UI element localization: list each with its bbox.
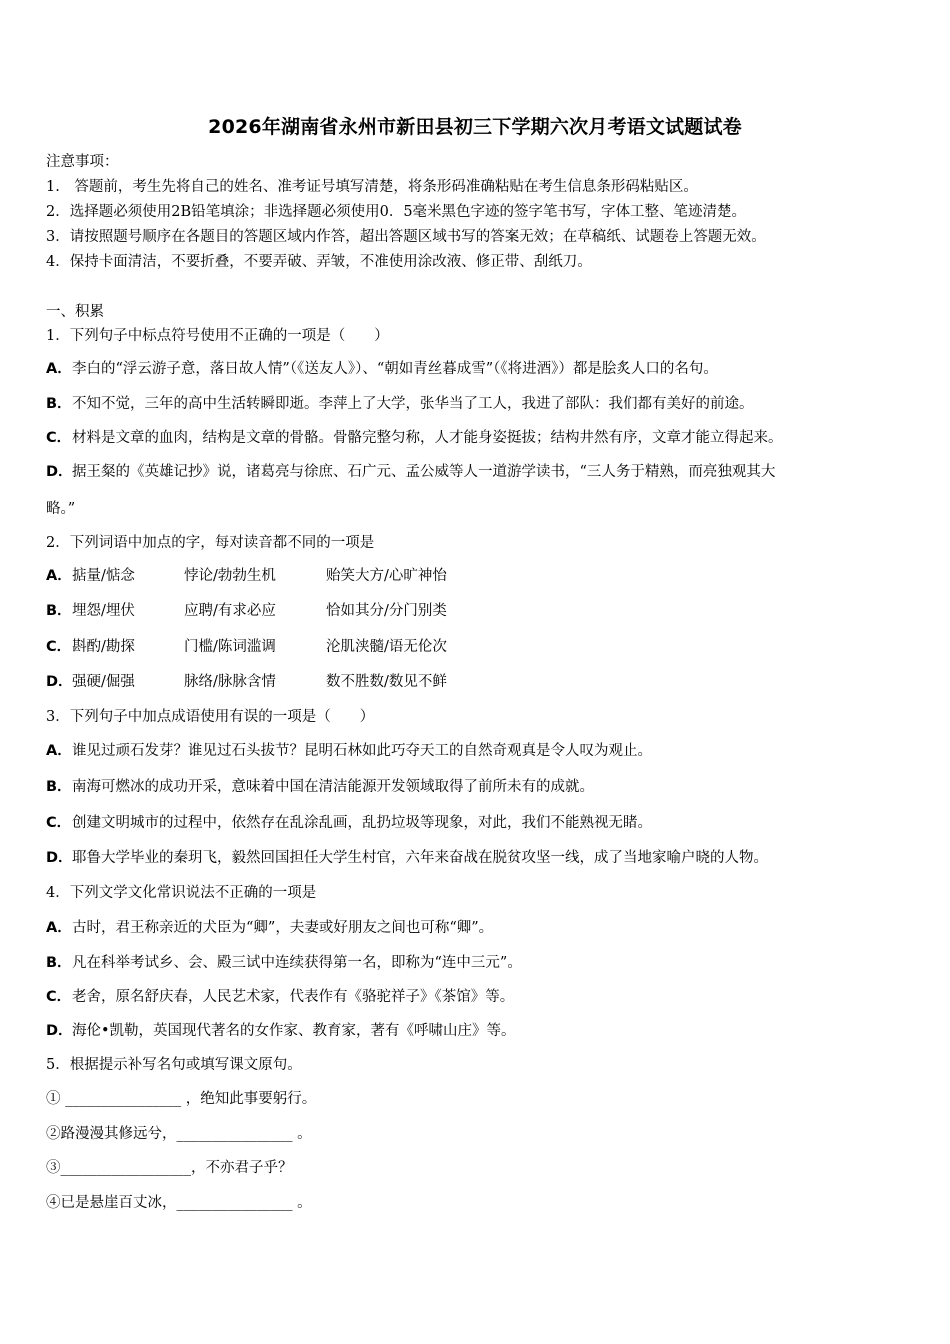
option-text: 老舍，原名舒庆春，人民艺术家，代表作有《骆驼祥子》《茶馆》等。: [72, 989, 515, 1005]
page-title: 2026年湖南省永州市新田县初三下学期六次月考语文试题试卷: [208, 116, 742, 138]
question-2-stem: 2．下列词语中加点的字，每对读音都不同的一项是: [46, 535, 375, 551]
question-2-option-d: [46, 672, 135, 692]
question-4-option-b: [46, 953, 522, 973]
notice-item-2: 2．选择题必须使用2B铅笔填涂；非选择题必须使用0．5毫米黑色字迹的签字笔书写，字体工整、笔迹清楚。: [46, 204, 747, 220]
option-word-1: 埋怨/埋伏: [72, 603, 135, 619]
question-1-option-c: [46, 428, 783, 448]
option-text: 李白的“浮云游子意，落日故人情”（《送友人》）、“朝如青丝暮成雪”（《将进酒》）都是脍炙人口的名句。: [72, 361, 718, 377]
option-letter: C．: [46, 639, 72, 655]
question-1-option-a: [46, 359, 718, 379]
option-letter: B．: [46, 779, 72, 795]
option-word-1: 斟酌/勘探: [72, 639, 135, 655]
question-2-option-b-word-2: 应聘/有求必应: [184, 603, 276, 619]
option-letter: C．: [46, 989, 72, 1005]
question-2-option-b-word-3: 恰如其分/分门别类: [326, 603, 447, 619]
option-letter: D．: [46, 850, 73, 866]
question-2-option-d-word-3: 数不胜数/数见不鲜: [326, 674, 447, 690]
question-5-stem: 5．根据提示补写名句或填写课文原句。: [46, 1057, 302, 1073]
question-2-option-c-word-3: 沦肌浃髓/语无伦次: [326, 639, 447, 655]
question-5-item-3: ③__________________，不亦君子乎？: [46, 1160, 293, 1176]
option-text: 耶鲁大学毕业的秦玥飞，毅然回国担任大学生村官，六年来奋战在脱贫攻坚一线，成了当地家喻户晓的人物。: [72, 850, 768, 866]
question-3-option-d: [46, 848, 768, 868]
option-word-1: 强硬/倔强: [72, 674, 135, 690]
question-5-item-4: ④已是悬崖百丈冰，________________ 。: [46, 1195, 312, 1211]
question-4-stem: 4．下列文学文化常识说法不正确的一项是: [46, 885, 317, 901]
question-2-option-a-word-3: 贻笑大方/心旷神怡: [326, 568, 447, 584]
question-2-option-a-word-2: 悖论/勃勃生机: [184, 568, 276, 584]
option-text: 古时，君王称亲近的犬臣为“卿”，夫妻或好朋友之间也可称“卿”。: [72, 920, 494, 936]
question-2-option-c-word-2: 门槛/陈词滥调: [184, 639, 276, 655]
notice-heading: 注意事项：: [46, 154, 119, 170]
notice-item-1: 1. 答题前，考生先将自己的姓名、准考证号填写清楚，将条形码准确粘贴在考生信息条形码粘贴区。: [46, 179, 698, 195]
question-3-option-b: [46, 777, 594, 797]
question-2-option-d-word-2: 脉络/脉脉含情: [184, 674, 276, 690]
option-text: 南海可燃冰的成功开采，意味着中国在清洁能源开发领域取得了前所未有的成就。: [72, 779, 594, 795]
option-letter: A．: [46, 361, 72, 377]
option-letter: A．: [46, 568, 72, 584]
option-text: 材料是文章的血肉，结构是文章的骨骼。骨骼完整匀称，人才能身姿挺拔；结构井然有序，文章才能立得起来。: [72, 430, 783, 446]
option-letter: B．: [46, 603, 72, 619]
question-1-option-b: [46, 394, 754, 414]
question-5-item-1: ① ________________ ，绝知此事要躬行。: [46, 1091, 317, 1107]
question-1-option-d-continuation: 略。”: [46, 501, 76, 517]
option-letter: C．: [46, 815, 72, 831]
option-text: 谁见过顽石发芽？谁见过石头拔节？昆明石林如此巧夺天工的自然奇观真是令人叹为观止。: [72, 743, 652, 759]
question-3-stem: 3．下列句子中加点成语使用有误的一项是（ ）: [46, 709, 375, 725]
question-5-item-2: ②路漫漫其修远兮，________________ 。: [46, 1126, 312, 1142]
option-text: 据王粲的《英雄记抄》说，诸葛亮与徐庶、石广元、孟公威等人一道游学读书，“三人务于精熟，而亮独观其大: [72, 464, 776, 480]
notice-item-4: 4．保持卡面清洁，不要折叠，不要弄破、弄皱，不准使用涂改液、修正带、刮纸刀。: [46, 254, 592, 270]
option-letter: C．: [46, 430, 72, 446]
question-4-option-a: [46, 918, 493, 938]
option-letter: B．: [46, 396, 72, 412]
option-text: 海伦•凯勒，英国现代著名的女作家、教育家，著有《呼啸山庄》等。: [72, 1023, 516, 1039]
option-letter: A．: [46, 920, 72, 936]
option-letter: A．: [46, 743, 72, 759]
notice-item-3: 3．请按照题号顺序在各题目的答题区域内作答，超出答题区域书写的答案无效；在草稿纸、试题卷上答题无效。: [46, 229, 766, 245]
question-2-option-a: [46, 566, 135, 586]
question-3-option-a: [46, 741, 652, 761]
option-letter: D．: [46, 464, 73, 480]
section-heading: 一、积累: [46, 304, 104, 320]
question-4-option-c: [46, 987, 514, 1007]
question-4-option-d: [46, 1021, 516, 1041]
option-letter: D．: [46, 674, 73, 690]
option-text: 创建文明城市的过程中，依然存在乱涂乱画，乱扔垃圾等现象，对此，我们不能熟视无睹。: [72, 815, 652, 831]
option-letter: D．: [46, 1023, 73, 1039]
question-2-option-b: [46, 601, 135, 621]
question-1-stem: 1．下列句子中标点符号使用不正确的一项是（ ）: [46, 328, 389, 344]
option-text: 凡在科举考试乡、会、殿三试中连续获得第一名，即称为“连中三元”。: [72, 955, 522, 971]
question-2-option-c: [46, 637, 135, 657]
option-word-1: 掂量/惦念: [72, 568, 135, 584]
option-letter: B．: [46, 955, 72, 971]
option-text: 不知不觉，三年的高中生活转瞬即逝。李萍上了大学，张华当了工人，我进了部队：我们都有美好的前途。: [72, 396, 754, 412]
question-3-option-c: [46, 813, 652, 833]
question-1-option-d: [46, 462, 775, 482]
